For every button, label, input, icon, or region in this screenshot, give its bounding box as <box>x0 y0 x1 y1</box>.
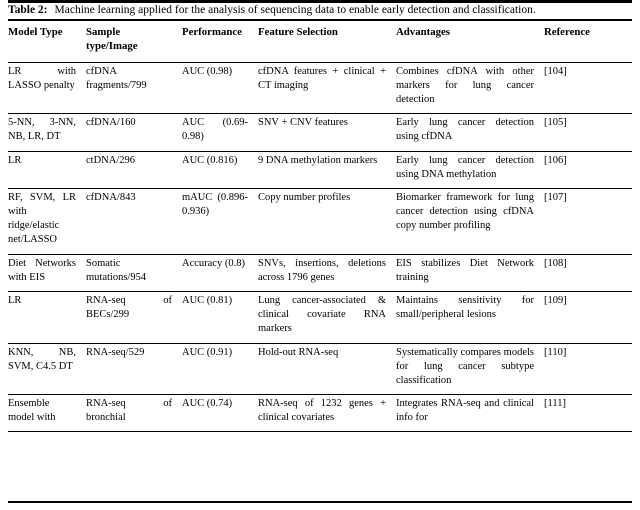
table-cell: cfDNA/843 <box>86 188 182 254</box>
table-cell: RNA-seq/529 <box>86 343 182 395</box>
table-cell: LR <box>8 151 86 188</box>
table-cell: [109] <box>544 292 632 344</box>
table-cell: AUC (0.98) <box>182 62 258 114</box>
table-row <box>8 114 632 151</box>
table-cell: [106] <box>544 151 632 188</box>
table-cell: cfDNA fragments/799 <box>86 62 182 114</box>
col-header-feature-selection: Feature Selection <box>258 21 396 63</box>
col-header-model-type: Model Type <box>8 21 86 63</box>
table-cell: 5-NN, 3-NN, NB, LR, DT <box>8 114 86 151</box>
table-cell: Early lung cancer detection using cfDNA <box>396 114 544 151</box>
table-cell: [111] <box>544 395 632 432</box>
table-caption-label: Table 2: <box>8 4 48 16</box>
table-cell: [110] <box>544 343 632 395</box>
table-cell: cfDNA/160 <box>86 114 182 151</box>
table-cell: [108] <box>544 254 632 291</box>
table-cell: Diet Networks with EIS <box>8 254 86 291</box>
table-cell: SNV + CNV features <box>258 114 396 151</box>
table-bottom-rule <box>8 501 632 510</box>
table-cell: 9 DNA methylation markers <box>258 151 396 188</box>
table-cell: AUC (0.81) <box>182 292 258 344</box>
table-container <box>8 0 632 432</box>
table-row <box>8 151 632 188</box>
table-cell: SNVs, insertions, deletions across 1796 genes <box>258 254 396 291</box>
table-cell: RNA-seq of BECs/299 <box>86 292 182 344</box>
table-cell: RNA-seq of bronchial <box>86 395 182 432</box>
ml-sequencing-table <box>8 21 632 433</box>
table-caption-text: Machine learning applied for the analysis of sequencing data to enable early detection and classification. <box>54 4 536 16</box>
table-cell: mAUC (0.896-0.936) <box>182 188 258 254</box>
table-caption <box>8 3 632 21</box>
table-header-row <box>8 21 632 63</box>
col-header-advantages: Advantages <box>396 21 544 63</box>
table-cell: [107] <box>544 188 632 254</box>
table-cell: Biomarker framework for lung cancer detection using cfDNA copy number profiling <box>396 188 544 254</box>
table-cell: Combines cfDNA with other markers for lung cancer detection <box>396 62 544 114</box>
table-cell: Lung cancer-associated & clinical covariate RNA markers <box>258 292 396 344</box>
table-cell: AUC (0.91) <box>182 343 258 395</box>
table-body <box>8 62 632 432</box>
table-cell: Systematically compares models for lung cancer subtype classification <box>396 343 544 395</box>
table-cell: LR <box>8 292 86 344</box>
table-cell: Copy number profiles <box>258 188 396 254</box>
table-row <box>8 395 632 432</box>
table-cell: Somatic mutations/954 <box>86 254 182 291</box>
table-row <box>8 343 632 395</box>
table-cell: [105] <box>544 114 632 151</box>
table-cell: RNA-seq of 1232 genes + clinical covariates <box>258 395 396 432</box>
table-cell: Accuracy (0.8) <box>182 254 258 291</box>
table-cell: AUC (0.816) <box>182 151 258 188</box>
table-cell: cfDNA features + clinical + CT imaging <box>258 62 396 114</box>
table-row <box>8 292 632 344</box>
table-cell: LR with LASSO penalty <box>8 62 86 114</box>
table-cell: Ensemble model with <box>8 395 86 432</box>
table-cell: Maintains sensitivity for small/peripheral lesions <box>396 292 544 344</box>
col-header-performance: Performance <box>182 21 258 63</box>
table-row <box>8 188 632 254</box>
table-cell: [104] <box>544 62 632 114</box>
table-cell: Hold-out RNA-seq <box>258 343 396 395</box>
table-cell: AUC (0.74) <box>182 395 258 432</box>
table-cell: ctDNA/296 <box>86 151 182 188</box>
table-row <box>8 62 632 114</box>
col-header-sample-type: Sample type/Image <box>86 21 182 63</box>
table-cell: RF, SVM, LR with ridge/elastic net/LASSO <box>8 188 86 254</box>
table-cell: Integrates RNA-seq and clinical info for <box>396 395 544 432</box>
table-cell: AUC (0.69-0.98) <box>182 114 258 151</box>
table-cell: KNN, NB, SVM, C4.5 DT <box>8 343 86 395</box>
col-header-reference: Reference <box>544 21 632 63</box>
table-row <box>8 254 632 291</box>
table-cell: Early lung cancer detection using DNA methylation <box>396 151 544 188</box>
table-cell: EIS stabilizes Diet Network training <box>396 254 544 291</box>
